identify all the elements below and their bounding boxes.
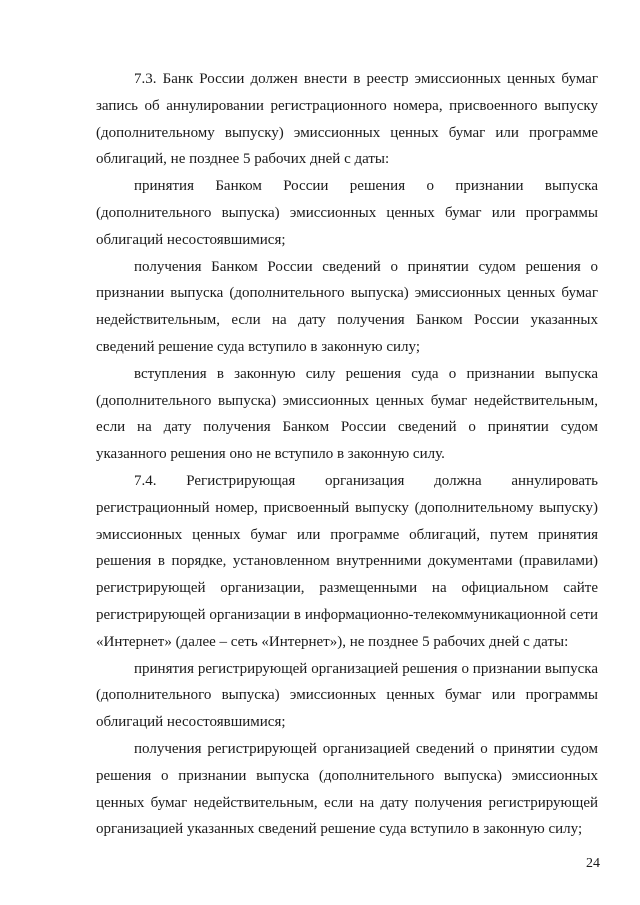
paragraph-item: принятия регистрирующей организацией решения о признании выпуска (дополнительного выпуска) эмиссионных ценных бумаг или программы облигаций несостоявшимися; — [96, 660, 598, 731]
paragraph-item: вступления в законную силу решения суда о признании выпуска (дополнительного выпуска) эмиссионных ценных бумаг недействительным, если на дату получения Банком России сведений о принятии судом указанного решения оно не вступило в законную силу. — [96, 365, 598, 463]
document-body — [96, 66, 598, 843]
paragraph-item: принятия Банком России решения о признании выпуска (дополнительного выпуска) эмиссионных ценных бумаг или программы облигаций несостоявшимися; — [96, 178, 598, 248]
paragraph-7-3: 7.3. Банк России должен внести в реестр эмиссионных ценных бумаг запись об аннулировании регистрационного номера, присвоенного выпуску (дополнительному выпуску) эмиссионных ценных бумаг или программе облигаций, не позднее 5 рабочих дней с даты: — [96, 71, 598, 168]
paragraph-item: получения регистрирующей организацией сведений о принятии судом решения о признании выпуска (дополнительного выпуска) эмиссионных ценных бумаг недействительным, если на дату получения регистрирующей организацией указанных сведений решение суда вступило в законную силу; — [96, 740, 598, 838]
paragraph-item: получения Банком России сведений о принятии судом решения о признании выпуска (дополнительного выпуска) эмиссионных ценных бумаг недействительным, если на дату получения Банком России указанных сведений решение суда вступило в законную силу; — [96, 258, 598, 355]
paragraph-7-4: 7.4. Регистрирующая организация должна аннулировать регистрационный номер, присвоенный выпуску (дополнительному выпуску) эмиссионных ценных бумаг или программе облигаций, путем принятия решения в порядке, установленном внутренними документами (правилами) регистрирующей организации, размещенными на официальном сайте регистрирующей организации в информационно-телекоммуникационной сети «Интернет» (далее – сеть «Интернет»), не позднее 5 рабочих дней с даты: — [96, 472, 598, 650]
page-number: 24 — [586, 856, 600, 871]
